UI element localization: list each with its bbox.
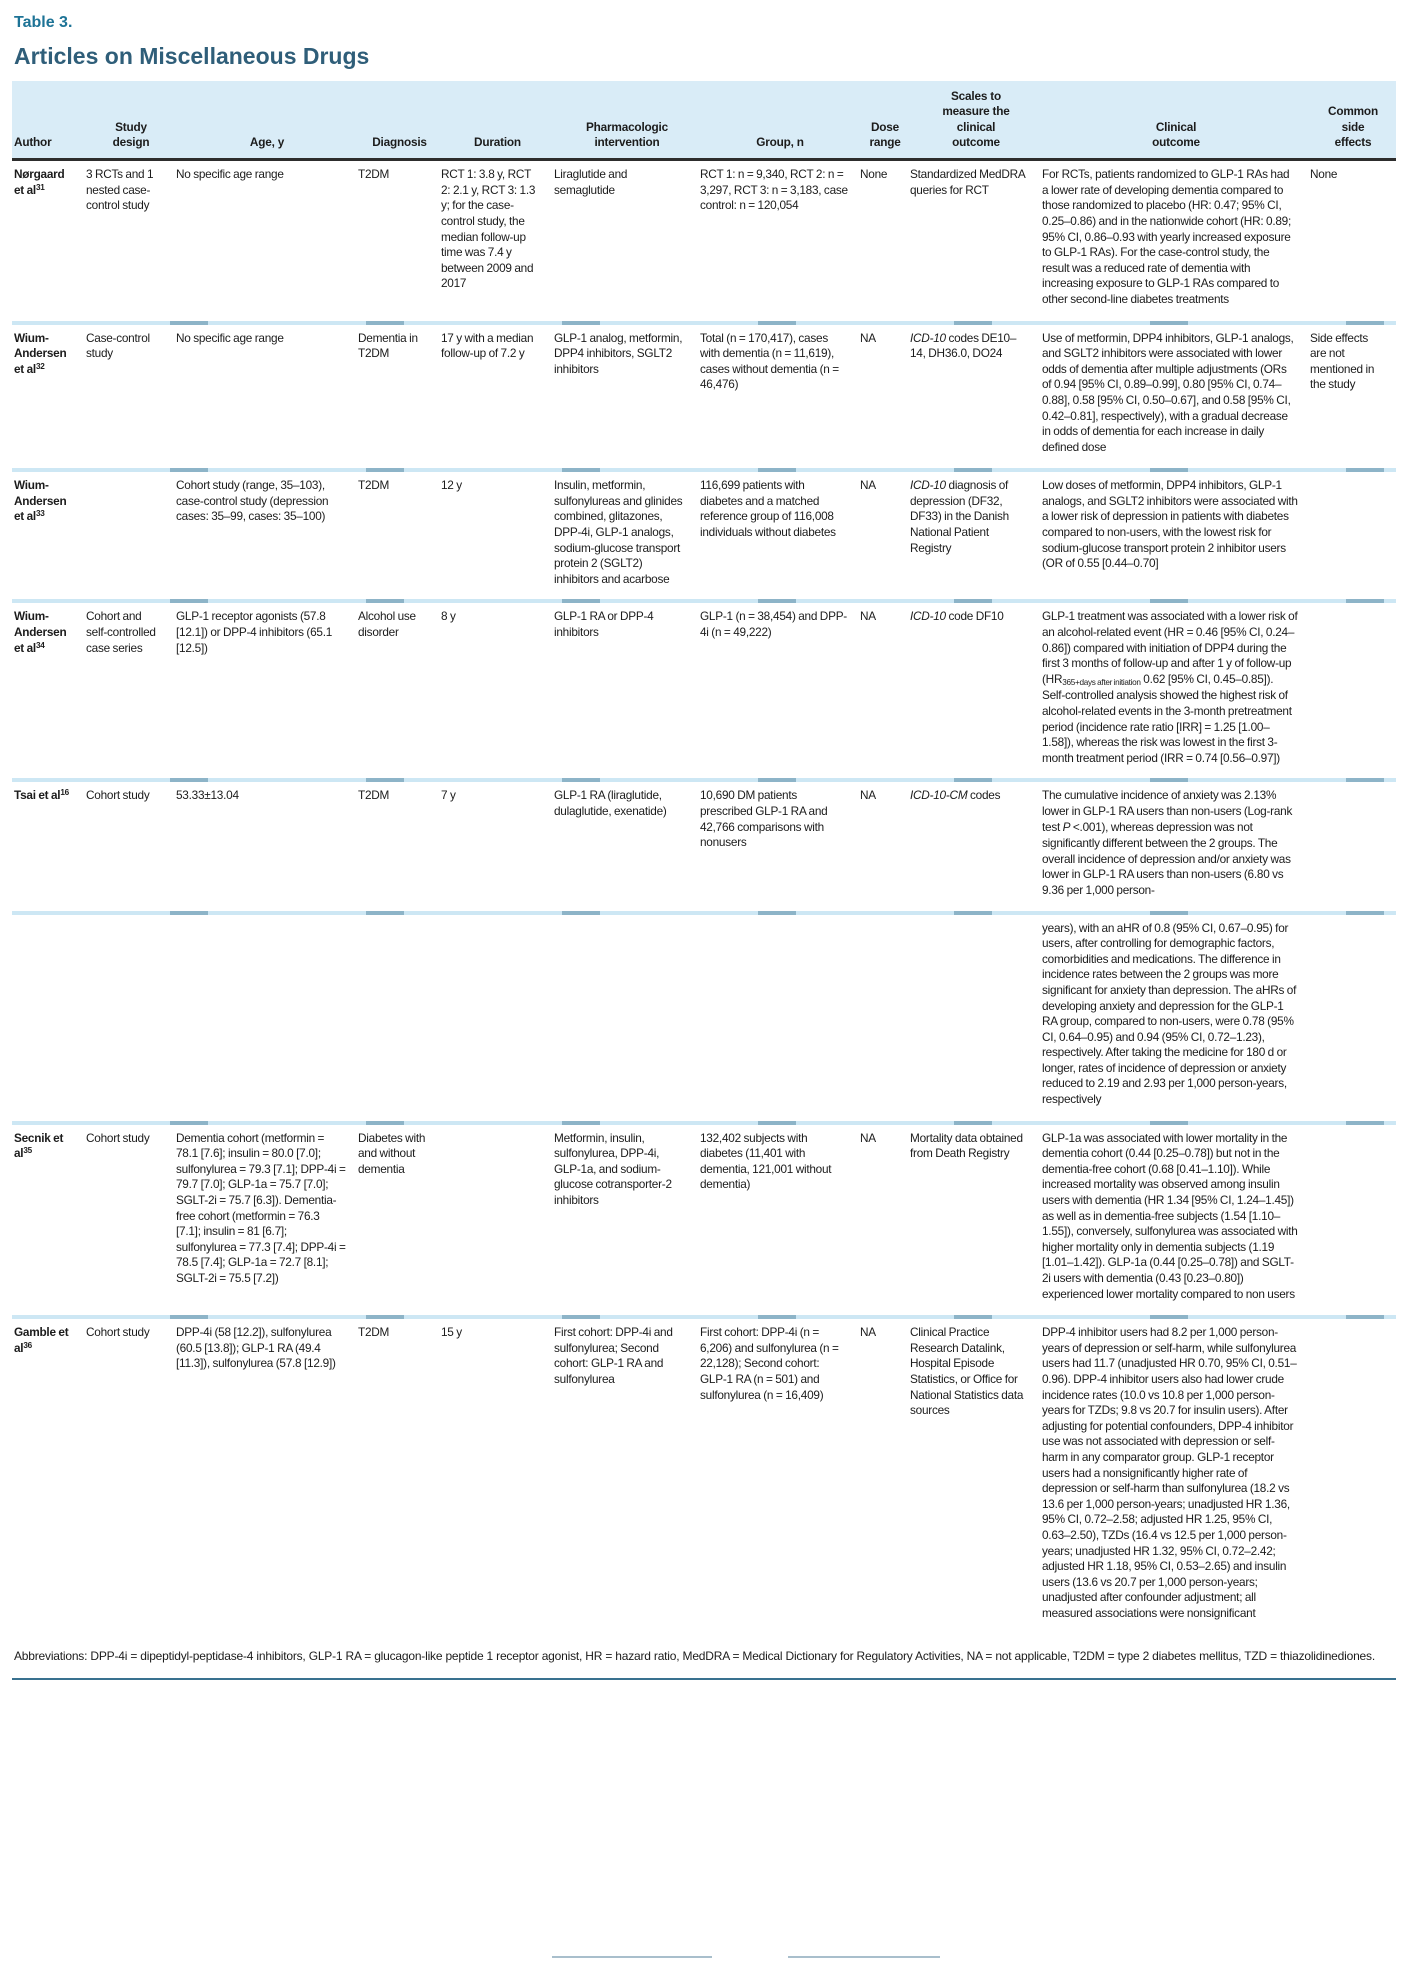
cell-side-effects xyxy=(1310,1319,1396,1634)
cell-dose-range xyxy=(860,915,910,1121)
cell-pharmacologic xyxy=(554,915,700,1121)
cell-group-n: 10,690 DM patients prescribed GLP-1 RA and 42,766 comparisons with nonusers xyxy=(700,788,828,850)
col-header-author: Author xyxy=(12,81,86,160)
cell-pharmacologic: GLP-1 analog, metformin, DPP4 inhibitors, SGLT2 inhibitors xyxy=(554,330,683,376)
cell-scales xyxy=(910,915,1042,1121)
cell-author: Wium-Andersen et $al^{34}$ xyxy=(14,609,67,655)
cell-age: GLP-1 receptor agonists (57.8 [12.1]) or DPP-4 inhibitors (65.1 [12.5]) xyxy=(176,609,333,655)
table-row-wium-andersen-32 xyxy=(12,325,1396,469)
cell-scales: ICD-10 codes DE10–14, DH36.0, DO24 xyxy=(910,330,1017,361)
table-row-gamble xyxy=(12,1319,1396,1634)
cell-clinical-outcome: GLP-1 treatment was associated with a lower risk of an alcohol-related event (HR = 0.46 [95% CI, 0.24–0.86]) compared with initiation of DPP4 during the first 3 months of follow-up and after 1 y of follow-up ($HR_{365+days after initiation}$ 0.62 [95% CI, 0.45–0.85]). Self-controlled analysis showed the highest risk of alcohol-related events in the 3-month pretreatment period (incidence rate ratio [IRR] = 1.25 [1.00–1.58]), whereas the risk was lowest in the first 3-month treatment period (IRR = 0.74 [0.56–0.97]) xyxy=(1042,609,1298,765)
cell-duration: 7 y xyxy=(441,788,456,803)
table-row-tsai-continuation xyxy=(12,915,1396,1121)
cell-diagnosis xyxy=(358,915,441,1121)
cell-pharmacologic: First cohort: DPP-4i and sulfonylurea; Second cohort: GLP-1 RA and sulfonylurea xyxy=(554,1325,673,1386)
cell-dose-range: NA xyxy=(860,478,876,493)
cell-side-effects xyxy=(1310,782,1396,910)
cell-scales: Standardized MedDRA queries for RCT xyxy=(910,167,1025,197)
cell-clinical-outcome: Use of metformin, DPP4 inhibitors, GLP-1 analogs, and SGLT2 inhibitors were associated with lower odds of dementia after multiple adjustments (ORs of 0.94 [95% CI, 0.89–0.99], 0.80 [95% CI, 0.74–0.88], 0.58 [95% CI, 0.50–0.67], and 0.58 [95% CI, 0.42–0.81], respectively), with a gradual decrease in odds of dementia for each increase in daily defined dose xyxy=(1042,330,1294,454)
col-header-duration: Duration xyxy=(441,81,554,160)
cell-diagnosis: T2DM xyxy=(358,167,390,182)
cell-author xyxy=(12,915,86,1121)
cell-study-design xyxy=(86,472,176,599)
col-header-group-n: Group, n xyxy=(700,81,860,160)
cell-scales: Mortality data obtained from Death Registry xyxy=(910,1130,1023,1161)
cell-group-n: 116,699 patients with diabetes and a matched reference group of 116,008 individuals without diabetes xyxy=(700,478,836,540)
col-header-pharmacologic: Pharmacologic intervention xyxy=(554,81,700,160)
cell-side-effects: Side effects are not mentioned in the study xyxy=(1310,330,1375,392)
col-header-scales: Scales to measure the clinical outcome xyxy=(910,81,1042,160)
citation-superscript: 33 xyxy=(35,509,45,519)
cell-duration: 8 y xyxy=(441,609,456,624)
cell-author: Gamble et $al^{36}$ xyxy=(14,1325,69,1355)
cell-age: Dementia cohort (metformin = 78.1 [7.6]; insulin = 80.0 [7.0]; sulfonylurea = 79.3 [7.1]; DPP-4i = 79.7 [7.0]; GLP-1a = 75.7 [7.0]; SGLT-2i = 75.7 [6.3]). Dementia-free cohort (metformin = 76.3 [7.1]; insulin = 81 [6.7]; sulfonylurea = 77.3 [7.4]; DPP-4i = 78.5 [7.4]; GLP-1a = 72.7 [8.1]; SGLT-2i = 75.5 [7.2]) xyxy=(176,1130,346,1286)
cell-study-design: Cohort study xyxy=(86,1325,150,1340)
cell-diagnosis: Alcohol use disorder xyxy=(358,609,416,640)
table-row-tsai xyxy=(12,782,1396,910)
cell-duration: 17 y with a median follow-up of 7.2 y xyxy=(441,330,534,361)
table-row-wium-andersen-34 xyxy=(12,603,1396,778)
cell-scales: ICD-10-CM codes xyxy=(910,788,1001,803)
cell-author: Wium-Andersen et $al^{33}$ xyxy=(14,478,67,524)
cell-clinical-outcome: GLP-1a was associated with lower mortality in the dementia cohort (0.44 [0.25–0.78]) but not in the dementia-free cohort (0.68 [0.41–1.10]). While increased mortality was observed among insulin users with dementia (HR 1.34 [95% CI, 1.24–1.45]) as well as in dementia-free subjects (1.54 [1.10–1.55]), conversely, sulfonylurea was associated with higher mortality only in dementia subjects (1.19 [1.01–1.42]). GLP-1a (0.44 [0.25–0.78]) and SGLT-2i users with dementia (0.43 [0.23–0.80]) experienced lower mortality compared to non users xyxy=(1042,1130,1298,1301)
col-header-dose-range: Dose range xyxy=(860,81,910,160)
cell-author: Wium-Andersen et $al^{32}$ xyxy=(14,330,67,376)
cell-clinical-outcome: years), with an aHR of 0.8 (95% CI, 0.67–0.95) for users, after controlling for demographic factors, comorbidities and medications. The difference in incidence rates between the 2 groups was more significant for anxiety than depression. The aHRs of developing anxiety and depression for the GLP-1 RA group, compared to non-users, were 0.78 (95% CI, 0.64–0.95) and 0.94 (95% CI, 0.72–1.23), respectively. After taking the medicine for 180 d or longer, rates of incidence of depression or anxiety reduced to 2.19 and 2.93 per 1,000 person-years, respectively xyxy=(1042,920,1297,1107)
cell-age: Cohort study (range, 35–103), case-control study (depression cases: 35–99, cases: 35–100) xyxy=(176,478,329,524)
cell-pharmacologic: GLP-1 RA or DPP-4 inhibitors xyxy=(554,609,654,640)
cell-age: No specific age range xyxy=(176,167,284,182)
abbreviations-note: Abbreviations: DPP-4i = dipeptidyl-peptidase-4 inhibitors, GLP-1 RA = glucagon-like peptide 1 receptor agonist, HR = hazard ratio, MedDRA = Medical Dictionary for Regulatory Activities, NA = not applicable, T2DM = type 2 diabetes mellitus, TZD = thiazolidinediones. xyxy=(14,1649,1375,1664)
p-value-italic: P xyxy=(1062,819,1071,834)
citation-superscript: 31 xyxy=(35,182,45,192)
cell-study-design: 3 RCTs and 1 nested case-control study xyxy=(86,167,154,213)
cell-side-effects: None xyxy=(1310,167,1338,182)
citation-superscript: 32 xyxy=(35,361,45,371)
citation-superscript: 36 xyxy=(23,1340,32,1350)
bottom-rule xyxy=(12,1678,1396,1680)
cell-dose-range: None xyxy=(860,167,888,182)
cell-diagnosis: T2DM xyxy=(358,1325,390,1340)
cell-author: Tsai et $al^{16}$ xyxy=(14,788,69,803)
cell-duration xyxy=(441,1125,554,1316)
cell-author: Secnik et $al^{35}$ xyxy=(14,1130,64,1161)
table-header-row xyxy=(12,81,1396,160)
cell-pharmacologic: Metformin, insulin, sulfonylurea, DPP-4i, GLP-1a, and sodium-glucose cotransporter-2 inhibitors xyxy=(554,1130,672,1208)
cell-diagnosis: T2DM xyxy=(358,478,390,493)
cell-diagnosis: Dementia in T2DM xyxy=(358,330,418,361)
partial-rule-right xyxy=(788,1956,940,1958)
partial-rule-left xyxy=(552,1956,712,1958)
cell-study-design xyxy=(86,915,176,1121)
cell-study-design: Cohort and self-controlled case series xyxy=(86,609,156,655)
cell-dose-range: NA xyxy=(860,609,876,624)
cell-clinical-outcome: DPP-4 inhibitor users had 8.2 per 1,000 person-years of depression or self-harm, while sulfonylurea users had 11.7 (unadjusted HR 0.70, 95% CI, 0.51–0.96). DPP-4 inhibitor users also had lower crude incidence rates (10.0 vs 10.8 per 1,000 person-years for TZDs; 9.8 vs 20.7 for insulin users). After adjusting for potential confounders, DPP-4 inhibitor use was not associated with depression or self-harm in any comparator group. GLP-1 receptor users had a nonsignificantly higher rate of depression or self-harm than sulfonylurea (18.2 vs 13.6 per 1,000 person-years; unadjusted HR 1.36, 95% CI, 0.72–2.58; adjusted HR 1.25, 95% CI, 0.63–2.50), TZDs (16.4 vs 12.5 per 1,000 person-years; unadjusted HR 1.32, 95% CI, 0.72–2.42; adjusted HR 1.18, 95% CI, 0.53–2.65) and insulin users (13.6 vs 20.7 per 1,000 person-years; unadjusted after confounder adjustment; all measured associations were nonsignificant xyxy=(1042,1325,1297,1620)
cell-pharmacologic: GLP-1 RA (liraglutide, dulaglutide, exenatide) xyxy=(554,788,667,818)
table-row-norgaard xyxy=(12,160,1396,321)
table-label: Table 3. xyxy=(14,14,73,31)
cell-side-effects xyxy=(1310,1125,1396,1316)
cell-duration: 15 y xyxy=(441,1325,462,1340)
cell-dose-range: NA xyxy=(860,788,876,803)
hr-subscript: 365+days after initiation xyxy=(1062,677,1141,687)
cell-group-n: 132,402 subjects with diabetes (11,401 with dementia, 121,001 without dementia) xyxy=(700,1130,832,1192)
col-header-side-effects: Common side effects xyxy=(1310,81,1396,160)
cell-study-design: Cohort study xyxy=(86,788,150,803)
page-title: Articles on Miscellaneous Drugs xyxy=(14,42,370,69)
citation-superscript: 34 xyxy=(35,640,45,650)
articles-table xyxy=(12,81,1396,1635)
cell-side-effects xyxy=(1310,603,1396,778)
cell-pharmacologic: Insulin, metformin, sulfonylureas and glinides combined, glitazones, DPP-4i, GLP-1 analogs, sodium-glucose transport protein 2 (SGLT2) inhibitors and acarbose xyxy=(554,478,683,586)
cell-study-design: Case-control study xyxy=(86,330,150,361)
cell-author: Nørgaard et $al^{31}$ xyxy=(14,167,65,197)
cell-clinical-outcome: The cumulative incidence of anxiety was 2.13% lower in GLP-1 RA users than non-users (Log-rank test P <.001), whereas depression was not significantly different between the 2 groups. The overall incidence of depression and/or anxiety was lower in GLP-1 RA users than non-users (6.80 vs 9.36 per 1,000 person- xyxy=(1042,788,1293,897)
cell-dose-range: NA xyxy=(860,1325,876,1340)
cell-study-design: Cohort study xyxy=(86,1130,150,1145)
cell-group-n xyxy=(700,915,860,1121)
cell-duration xyxy=(441,915,554,1121)
table-row-secnik xyxy=(12,1125,1396,1316)
cell-clinical-outcome: Low doses of metformin, DPP4 inhibitors, GLP-1 analogs, and SGLT2 inhibitors were associated with a lower risk of depression in patients with diabetes compared to non-users, with the lowest risk for sodium-glucose transport protein 2 inhibitor users (OR of 0.55 [0.44–0.70] xyxy=(1042,478,1298,571)
cell-side-effects xyxy=(1310,472,1396,599)
col-header-clinical-outcome: Clinical outcome xyxy=(1042,81,1310,160)
col-header-study-design: Study design xyxy=(86,81,176,160)
cell-scales: ICD-10 code DF10 xyxy=(910,609,1004,624)
col-header-diagnosis: Diagnosis xyxy=(358,81,441,160)
cell-scales: ICD-10 diagnosis of depression (DF32, DF33) in the Danish National Patient Registry xyxy=(910,478,1009,555)
cell-duration: RCT 1: 3.8 y, RCT 2: 2.1 y, RCT 3: 1.3 y; for the case-control study, the median follow-up time was 7.4 y between 2009 and 2017 xyxy=(441,167,536,291)
cell-age: DPP-4i (58 [12.2]), sulfonylurea (60.5 [13.8]); GLP-1 RA (49.4 [11.3]), sulfonylurea (57.8 [12.9]) xyxy=(176,1325,336,1371)
table-row-wium-andersen-33 xyxy=(12,472,1396,599)
cell-dose-range: NA xyxy=(860,330,876,345)
cell-age xyxy=(176,915,358,1121)
col-header-age: Age, y xyxy=(176,81,358,160)
citation-superscript: 16 xyxy=(60,788,69,798)
cell-clinical-outcome: For RCTs, patients randomized to GLP-1 RAs had a lower rate of developing dementia compared to those randomized to placebo (HR: 0.47; 95% CI, 0.25–0.86) and in the nationwide cohort (HR: 0.89; 95% CI, 0.86–0.93 with yearly increased exposure to GLP-1 RAs). For the case-control study, the result was a reduced rate of dementia with increasing exposure to GLP-1 RAs compared to other second-line diabetes treatments xyxy=(1042,167,1291,306)
citation-superscript: 35 xyxy=(23,1146,32,1156)
cell-group-n: GLP-1 (n = 38,454) and DPP-4i (n = 49,222) xyxy=(700,609,847,640)
cell-age: No specific age range xyxy=(176,330,284,345)
cell-diagnosis: T2DM xyxy=(358,788,390,803)
cell-duration: 12 y xyxy=(441,478,462,493)
cell-group-n: RCT 1: n = 9,340, RCT 2: n = 3,297, RCT 3: n = 3,183, case control: n = 120,054 xyxy=(700,167,848,213)
cell-side-effects xyxy=(1310,915,1396,1121)
cell-group-n: Total (n = 170,417), cases with dementia (n = 11,619), cases without dementia (n = 46,476) xyxy=(700,330,839,392)
cell-age: 53.33±13.04 xyxy=(176,788,239,803)
cell-diagnosis: Diabetes with and without dementia xyxy=(358,1130,426,1176)
cell-scales: Clinical Practice Research Datalink, Hospital Episode Statistics, or Office for National Statistics data sources xyxy=(910,1325,1024,1418)
cell-pharmacologic: Liraglutide and semaglutide xyxy=(554,167,628,197)
cell-group-n: First cohort: DPP-4i (n = 6,206) and sulfonylurea (n = 22,128); Second cohort: GLP-1 RA (n = 501) and sulfonylurea (n = 16,409) xyxy=(700,1325,839,1402)
cell-dose-range: NA xyxy=(860,1130,876,1145)
